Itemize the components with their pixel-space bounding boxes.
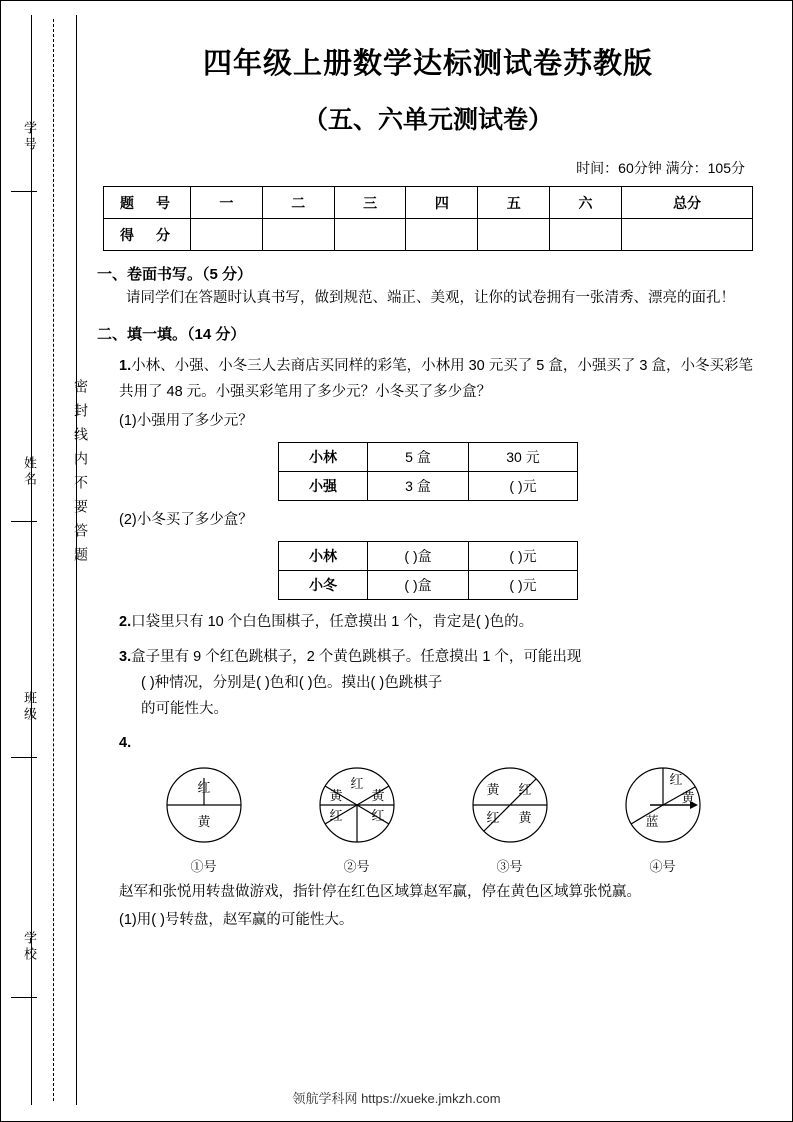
score-header-5: 五 bbox=[478, 187, 550, 219]
question-1-table-2 bbox=[278, 541, 578, 600]
score-header-total: 总分 bbox=[621, 187, 752, 219]
score-cell-4[interactable] bbox=[406, 219, 478, 251]
svg-text:黄: 黄 bbox=[517, 810, 532, 826]
question-1-sub1: (1)小强用了多少元？ bbox=[119, 412, 253, 429]
spinner-4-label: ④号 bbox=[649, 859, 676, 875]
spinner-3 bbox=[467, 762, 553, 875]
cell-money: 30 元 bbox=[469, 442, 578, 471]
question-1-table-1 bbox=[278, 442, 578, 501]
time-and-score: 时间：60分钟 满分：105分 bbox=[576, 160, 745, 176]
svg-text:黄: 黄 bbox=[680, 790, 695, 806]
svg-text:红: 红 bbox=[517, 782, 532, 798]
spinner-3-icon bbox=[467, 762, 553, 848]
question-3 bbox=[97, 644, 759, 722]
section-1-heading: 一、卷面书写。（5 分） bbox=[97, 266, 253, 283]
question-1 bbox=[97, 353, 759, 405]
question-3-line3: 的可能性大。 bbox=[141, 701, 228, 718]
sidebar-rule-3 bbox=[11, 757, 37, 758]
question-2 bbox=[97, 609, 759, 635]
score-cell-6[interactable] bbox=[550, 219, 622, 251]
spinner-3-label: ③号 bbox=[496, 859, 523, 875]
score-header-6: 六 bbox=[550, 187, 622, 219]
cell-boxes-blank[interactable]: ( )盒 bbox=[368, 570, 469, 599]
question-3-line1: 盒子里有 9 个红色跳棋子，2 个黄色跳棋子。任意摸出 1 个，可能出现 bbox=[131, 648, 582, 665]
question-4-number: 4. bbox=[119, 735, 132, 752]
sidebar-rule-4 bbox=[11, 997, 37, 998]
svg-text:黄: 黄 bbox=[196, 814, 211, 830]
spinner-1-label: ①号 bbox=[190, 859, 217, 875]
table-row bbox=[104, 187, 753, 219]
section-1-body: 请同学们在答题时认真书写，做到规范、端正、美观，让你的试卷拥有一张清秀、漂亮的面孔！ bbox=[126, 290, 735, 306]
sidebar-rule-1 bbox=[11, 191, 37, 192]
table-row bbox=[279, 442, 578, 471]
cell-money-blank[interactable]: ( )元 bbox=[469, 570, 578, 599]
spinner-2-label: ②号 bbox=[343, 859, 370, 875]
page-title: 四年级上册数学达标测试卷苏教版 bbox=[202, 48, 653, 80]
question-1-sub2: (2)小冬买了多少盒？ bbox=[119, 511, 253, 528]
question-3-line2: ( )种情况，分别是( )色和( )色。摸出( )色跳棋子 bbox=[141, 674, 443, 691]
spinner-4 bbox=[620, 762, 706, 875]
page-subtitle: （五、六单元测试卷） bbox=[302, 106, 553, 134]
spinner-1-icon bbox=[161, 762, 247, 848]
cell-boxes-blank[interactable]: ( )盒 bbox=[368, 541, 469, 570]
cell-name: 小林 bbox=[279, 442, 368, 471]
question-1-number: 1. bbox=[119, 358, 132, 375]
score-header-4: 四 bbox=[406, 187, 478, 219]
question-1-text: 小林、小强、小冬三人去商店买同样的彩笔，小林用 30 元买了 5 盒，小强买了 3 盒，小冬买彩笔共用了 48 元。小强买彩笔用了多少元？小冬买了多少盒？ bbox=[119, 358, 754, 401]
sidebar-label-xingming: 姓名 bbox=[22, 456, 37, 488]
cell-name: 小林 bbox=[279, 541, 368, 570]
cell-name: 小冬 bbox=[279, 570, 368, 599]
svg-text:红: 红 bbox=[370, 808, 385, 824]
section-2-heading: 二、填一填。（14 分） bbox=[97, 326, 246, 344]
svg-text:黄: 黄 bbox=[328, 788, 343, 804]
sidebar-rule-2 bbox=[11, 521, 37, 522]
question-2-number: 2. bbox=[119, 613, 132, 630]
score-header-3: 三 bbox=[334, 187, 406, 219]
score-cell-total[interactable] bbox=[621, 219, 752, 251]
svg-text:黄: 黄 bbox=[485, 782, 500, 798]
svg-text:蓝: 蓝 bbox=[644, 814, 659, 830]
score-header-1: 一 bbox=[191, 187, 263, 219]
question-3-number: 3. bbox=[119, 648, 132, 665]
score-header-2: 二 bbox=[262, 187, 334, 219]
sidebar-label-banji: 班级 bbox=[22, 691, 37, 723]
spinner-2-icon bbox=[314, 762, 400, 848]
cell-money-blank[interactable]: ( )元 bbox=[469, 541, 578, 570]
spinner-2 bbox=[314, 762, 400, 875]
cell-name: 小强 bbox=[279, 471, 368, 500]
question-4-text: 赵军和张悦用转盘做游戏，指针停在红色区域算赵军赢，停在黄色区域算张悦赢。 bbox=[119, 884, 641, 901]
table-row bbox=[279, 570, 578, 599]
svg-text:红: 红 bbox=[668, 772, 683, 788]
score-cell-1[interactable] bbox=[191, 219, 263, 251]
table-row bbox=[279, 471, 578, 500]
seal-dashed-line bbox=[53, 19, 55, 1101]
svg-text:红: 红 bbox=[196, 780, 211, 796]
cell-boxes: 3 盒 bbox=[368, 471, 469, 500]
footer-watermark: 领航学科网 https://xueke.jmkzh.com bbox=[292, 1091, 501, 1106]
score-table bbox=[103, 186, 753, 251]
score-cell-5[interactable] bbox=[478, 219, 550, 251]
spinner-diagrams bbox=[97, 762, 759, 875]
score-cell-2[interactable] bbox=[262, 219, 334, 251]
cell-boxes: 5 盒 bbox=[368, 442, 469, 471]
score-header-label: 题 号 bbox=[104, 187, 191, 219]
spinner-4-icon bbox=[620, 762, 706, 848]
score-cell-3[interactable] bbox=[334, 219, 406, 251]
cell-money-blank[interactable]: ( )元 bbox=[469, 471, 578, 500]
svg-text:红: 红 bbox=[485, 810, 500, 826]
seal-vertical-text: 密封线内不要答题 bbox=[72, 379, 87, 571]
svg-text:红: 红 bbox=[328, 808, 343, 824]
question-2-text: 口袋里只有 10 个白色围棋子，任意摸出 1 个，肯定是( )色的。 bbox=[131, 613, 534, 630]
spinner-1 bbox=[161, 762, 247, 875]
svg-text:黄: 黄 bbox=[370, 788, 385, 804]
table-row bbox=[279, 541, 578, 570]
question-4-number-row bbox=[97, 730, 759, 756]
svg-text:红: 红 bbox=[349, 776, 364, 792]
sidebar-label-xuexiao: 学校 bbox=[22, 931, 37, 963]
question-4-sub1: (1)用( )号转盘，赵军赢的可能性大。 bbox=[119, 912, 354, 929]
score-row-label: 得 分 bbox=[104, 219, 191, 251]
sidebar-label-xuehao: 学号 bbox=[22, 121, 37, 153]
table-row bbox=[104, 219, 753, 251]
